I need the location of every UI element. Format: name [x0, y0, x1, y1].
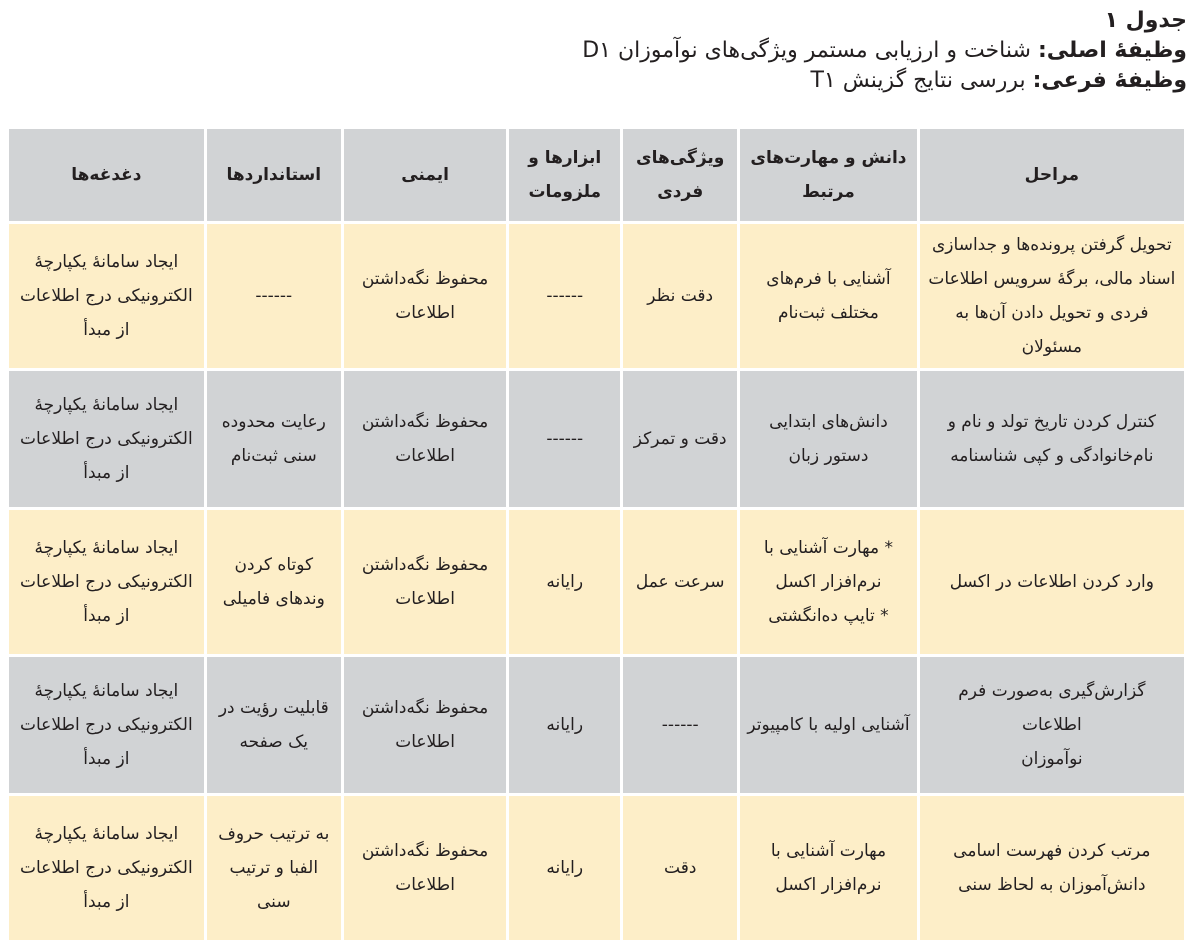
cell-concerns: [9, 796, 204, 940]
cell-line: ------: [546, 429, 584, 449]
cell-line: مختلف ثبت‌نام: [778, 303, 879, 323]
cell-stage: [920, 796, 1184, 940]
cell-knowledge-skills: [740, 510, 917, 654]
cell-concerns: [9, 510, 204, 654]
cell-line: آشنایی اولیه با کامپیوتر: [747, 715, 910, 735]
cell-line: اطلاعات: [395, 589, 455, 609]
cell-line: الکترونیکی درج اطلاعات: [20, 429, 193, 449]
cell-line: رایانه: [546, 572, 584, 592]
header-tools-requirements: [509, 129, 620, 221]
cell-safety: [344, 796, 506, 940]
cell-line: وندهای فامیلی: [222, 589, 325, 609]
header-safety: [344, 129, 506, 221]
cell-line: محفوظ نگه‌داشتن: [361, 555, 489, 575]
cell-knowledge-skills: [740, 657, 917, 793]
cell-line: اطلاعات: [395, 303, 455, 323]
cell-line: الفبا و ترتیب: [229, 858, 319, 878]
cell-standards: [207, 510, 341, 654]
cell-line: رایانه: [546, 715, 584, 735]
cell-line: نوآموزان: [1021, 749, 1083, 769]
cell-personal-traits: [623, 371, 737, 507]
table-title: جدول ۱: [1104, 8, 1187, 33]
table-body: [9, 224, 1184, 940]
cell-stage: [920, 371, 1184, 507]
header-line: ویژگی‌های: [636, 148, 725, 168]
cell-stage: [920, 657, 1184, 793]
cell-standards: [207, 224, 341, 368]
cell-line: یک صفحه: [239, 732, 309, 752]
cell-line: از مبدأ: [83, 320, 130, 340]
cell-personal-traits: [623, 510, 737, 654]
header-line: دانش و مهارت‌های: [750, 148, 907, 168]
cell-line: مهارت آشنایی با: [770, 841, 887, 861]
cell-line: دستور زبان: [788, 446, 869, 466]
header-stage: [920, 129, 1184, 221]
cell-line: دقت: [664, 858, 697, 878]
cell-concerns: [9, 224, 204, 368]
cell-line: وارد کردن اطلاعات در اکسل: [949, 572, 1154, 592]
cell-line: دقت و تمرکز: [633, 429, 727, 449]
sub-task-key: وظیفۀ فرعی:: [1032, 68, 1187, 93]
cell-line: محفوظ نگه‌داشتن: [361, 698, 489, 718]
table-row: [9, 796, 1184, 940]
header-line: ابزارها و: [528, 148, 602, 168]
cell-personal-traits: [623, 224, 737, 368]
cell-line: رعایت محدوده: [221, 412, 326, 432]
cell-line: از مبدأ: [83, 892, 130, 912]
cell-line: کوتاه کردن: [234, 555, 314, 575]
cell-tools-requirements: [509, 657, 620, 793]
cell-line: دقت نظر: [647, 286, 714, 306]
cell-tools-requirements: [509, 796, 620, 940]
header-line: مرتبط: [802, 182, 855, 202]
cell-line: اطلاعات: [395, 446, 455, 466]
header-standards: [207, 129, 341, 221]
cell-safety: [344, 224, 506, 368]
cell-line: * مهارت آشنایی با: [763, 538, 894, 558]
cell-personal-traits: [623, 796, 737, 940]
sub-task-line: [6, 66, 1187, 96]
cell-line: مسئولان: [1021, 337, 1083, 357]
cell-line: ایجاد سامانۀ یکپارچۀ: [34, 538, 179, 558]
header-line: استانداردها: [226, 165, 322, 185]
table-row: [9, 657, 1184, 793]
cell-line: محفوظ نگه‌داشتن: [361, 841, 489, 861]
cell-line: فردی و تحویل دادن آن‌ها به: [955, 303, 1149, 323]
cell-stage: [920, 510, 1184, 654]
header-concerns: [9, 129, 204, 221]
cell-line: الکترونیکی درج اطلاعات: [20, 286, 193, 306]
cell-stage: [920, 224, 1184, 368]
stages-table: [6, 126, 1187, 943]
cell-line: ایجاد سامانۀ یکپارچۀ: [34, 395, 179, 415]
cell-line: ایجاد سامانۀ یکپارچۀ: [34, 681, 179, 701]
header-personal-traits: [623, 129, 737, 221]
cell-line: دانش‌آموزان به لحاظ سنی: [958, 875, 1146, 895]
cell-line: تحویل گرفتن پرونده‌ها و جداسازی: [932, 235, 1172, 255]
cell-line: آشنایی با فرم‌های: [766, 269, 891, 289]
cell-line: ایجاد سامانۀ یکپارچۀ: [34, 824, 179, 844]
cell-line: از مبدأ: [83, 606, 130, 626]
cell-line: الکترونیکی درج اطلاعات: [20, 858, 193, 878]
cell-tools-requirements: [509, 224, 620, 368]
cell-standards: [207, 371, 341, 507]
cell-line: مرتب کردن فهرست اسامی: [953, 841, 1151, 861]
cell-concerns: [9, 371, 204, 507]
table-row: [9, 371, 1184, 507]
cell-knowledge-skills: [740, 371, 917, 507]
cell-line: * تایپ ده‌انگشتی: [768, 606, 889, 626]
cell-line: ------: [661, 715, 699, 735]
cell-standards: [207, 657, 341, 793]
cell-tools-requirements: [509, 371, 620, 507]
header-line: فردی: [657, 182, 704, 202]
cell-safety: [344, 510, 506, 654]
cell-line: سنی: [257, 892, 291, 912]
main-task-line: [6, 36, 1187, 66]
table-row: [9, 510, 1184, 654]
cell-line: سرعت عمل: [635, 572, 725, 592]
header-line: ملزومات: [528, 182, 602, 202]
header-line: ایمنی: [401, 165, 449, 185]
cell-line: نام‌خانوادگی و کپی شناسنامه: [950, 446, 1154, 466]
cell-line: سنی ثبت‌نام: [230, 446, 317, 466]
cell-line: ------: [255, 286, 293, 306]
table-heading: [6, 6, 1187, 96]
cell-safety: [344, 657, 506, 793]
cell-line: کنترل کردن تاریخ تولد و نام و: [947, 412, 1157, 432]
header-line: مراحل: [1024, 165, 1080, 185]
header-line: دغدغه‌ها: [71, 165, 142, 185]
cell-line: محفوظ نگه‌داشتن: [361, 412, 489, 432]
cell-concerns: [9, 657, 204, 793]
cell-line: به ترتیب حروف: [218, 824, 330, 844]
cell-line: اطلاعات: [395, 875, 455, 895]
cell-line: ایجاد سامانۀ یکپارچۀ: [34, 252, 179, 272]
header-row: [9, 129, 1184, 221]
cell-line: از مبدأ: [83, 749, 130, 769]
cell-line: گزارش‌گیری به‌صورت فرم اطلاعات: [958, 681, 1146, 735]
cell-line: نرم‌افزار اکسل: [775, 572, 882, 592]
cell-personal-traits: [623, 657, 737, 793]
cell-line: محفوظ نگه‌داشتن: [361, 269, 489, 289]
cell-standards: [207, 796, 341, 940]
cell-tools-requirements: [509, 510, 620, 654]
cell-line: ------: [546, 286, 584, 306]
header-knowledge-skills: [740, 129, 917, 221]
cell-line: دانش‌های ابتدایی: [769, 412, 888, 432]
main-task-key: وظیفۀ اصلی:: [1037, 38, 1187, 63]
cell-line: اطلاعات: [395, 732, 455, 752]
table-row: [9, 224, 1184, 368]
sub-task-value: بررسی نتایج گزینش T۱: [810, 68, 1026, 93]
cell-line: الکترونیکی درج اطلاعات: [20, 572, 193, 592]
main-task-value: شناخت و ارزیابی مستمر ویژگی‌های نوآموزان D۱: [582, 38, 1031, 63]
cell-line: نرم‌افزار اکسل: [775, 875, 882, 895]
cell-knowledge-skills: [740, 224, 917, 368]
cell-knowledge-skills: [740, 796, 917, 940]
cell-line: اسناد مالی، برگۀ سرویس اطلاعات: [928, 269, 1176, 289]
cell-safety: [344, 371, 506, 507]
cell-line: قابلیت رؤیت در: [218, 698, 329, 718]
cell-line: رایانه: [546, 858, 584, 878]
cell-line: الکترونیکی درج اطلاعات: [20, 715, 193, 735]
cell-line: از مبدأ: [83, 463, 130, 483]
